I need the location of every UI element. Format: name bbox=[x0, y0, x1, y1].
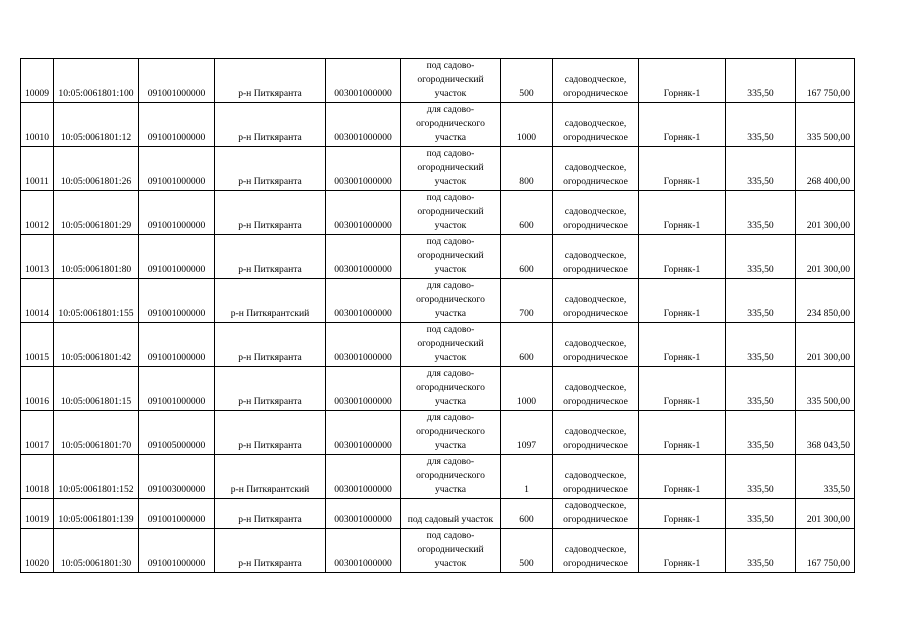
cell-permitted-use: под садово-огороднический участок bbox=[401, 191, 501, 235]
cell-area: 1 bbox=[501, 455, 553, 499]
table-row bbox=[21, 323, 855, 367]
cell-use-type: садоводческое, огородническое bbox=[553, 323, 639, 367]
cell-cadastral-number: 10:05:0061801:15 bbox=[54, 367, 139, 411]
cell-cadastral-number: 10:05:0061801:139 bbox=[54, 499, 139, 529]
cell-permitted-use: для садово-огороднического участка bbox=[401, 411, 501, 455]
cell-specific-value: 335,50 bbox=[726, 499, 796, 529]
cell-cadastral-cost: 201 300,00 bbox=[796, 499, 855, 529]
cell-district: р-н Питкяранта bbox=[215, 147, 326, 191]
cell-cadastral-cost: 335,50 bbox=[796, 455, 855, 499]
cell-permitted-use: под садово-огороднический участок bbox=[401, 59, 501, 103]
cell-permitted-use: для садово-огороднического участка bbox=[401, 103, 501, 147]
cell-specific-value: 335,50 bbox=[726, 235, 796, 279]
cell-settlement: Горняк-1 bbox=[639, 279, 726, 323]
cell-category-code: 003001000000 bbox=[326, 191, 401, 235]
cell-use-type: садоводческое, огородническое bbox=[553, 367, 639, 411]
cell-category-code: 003001000000 bbox=[326, 59, 401, 103]
cell-number: 10014 bbox=[21, 279, 54, 323]
cell-area: 600 bbox=[501, 235, 553, 279]
cell-number: 10013 bbox=[21, 235, 54, 279]
cell-specific-value: 335,50 bbox=[726, 103, 796, 147]
cell-number: 10016 bbox=[21, 367, 54, 411]
cell-category-code: 003001000000 bbox=[326, 103, 401, 147]
cell-area: 600 bbox=[501, 191, 553, 235]
cell-settlement: Горняк-1 bbox=[639, 529, 726, 573]
cell-specific-value: 335,50 bbox=[726, 279, 796, 323]
cell-category-code: 003001000000 bbox=[326, 455, 401, 499]
cell-settlement: Горняк-1 bbox=[639, 411, 726, 455]
cell-number: 10017 bbox=[21, 411, 54, 455]
cell-settlement: Горняк-1 bbox=[639, 367, 726, 411]
cell-permitted-use: для садово-огороднического участка bbox=[401, 455, 501, 499]
cell-oktmo-code: 091001000000 bbox=[139, 235, 215, 279]
cell-use-type: садоводческое, огородническое bbox=[553, 147, 639, 191]
cell-cadastral-number: 10:05:0061801:155 bbox=[54, 279, 139, 323]
cell-district: р-н Питкяранта bbox=[215, 191, 326, 235]
cell-use-type: садоводческое, огородническое bbox=[553, 411, 639, 455]
cell-specific-value: 335,50 bbox=[726, 411, 796, 455]
cell-cadastral-number: 10:05:0061801:26 bbox=[54, 147, 139, 191]
cell-cadastral-cost: 368 043,50 bbox=[796, 411, 855, 455]
table-row bbox=[21, 499, 855, 529]
cell-oktmo-code: 091001000000 bbox=[139, 279, 215, 323]
cell-category-code: 003001000000 bbox=[326, 499, 401, 529]
cell-area: 600 bbox=[501, 499, 553, 529]
cell-permitted-use: под садово-огороднический участок bbox=[401, 235, 501, 279]
cell-area: 700 bbox=[501, 279, 553, 323]
cell-number: 10020 bbox=[21, 529, 54, 573]
cell-category-code: 003001000000 bbox=[326, 323, 401, 367]
table-row bbox=[21, 279, 855, 323]
cell-oktmo-code: 091005000000 bbox=[139, 411, 215, 455]
cell-permitted-use: под садово-огороднический участок bbox=[401, 147, 501, 191]
cell-area: 1000 bbox=[501, 367, 553, 411]
cell-cadastral-number: 10:05:0061801:152 bbox=[54, 455, 139, 499]
table-row bbox=[21, 59, 855, 103]
cell-category-code: 003001000000 bbox=[326, 411, 401, 455]
cell-number: 10019 bbox=[21, 499, 54, 529]
cell-category-code: 003001000000 bbox=[326, 279, 401, 323]
cell-cadastral-cost: 201 300,00 bbox=[796, 191, 855, 235]
cell-district: р-н Питкяранта bbox=[215, 529, 326, 573]
cell-district: р-н Питкяранта bbox=[215, 411, 326, 455]
cell-number: 10009 bbox=[21, 59, 54, 103]
cell-oktmo-code: 091001000000 bbox=[139, 529, 215, 573]
cell-cadastral-number: 10:05:0061801:29 bbox=[54, 191, 139, 235]
cell-district: р-н Питкяранта bbox=[215, 367, 326, 411]
table-row bbox=[21, 147, 855, 191]
cell-oktmo-code: 091001000000 bbox=[139, 59, 215, 103]
cell-permitted-use: для садово-огороднического участка bbox=[401, 367, 501, 411]
cell-area: 1000 bbox=[501, 103, 553, 147]
table-row bbox=[21, 367, 855, 411]
table-body bbox=[21, 59, 855, 573]
cell-use-type: садоводческое, огородническое bbox=[553, 279, 639, 323]
cell-settlement: Горняк-1 bbox=[639, 59, 726, 103]
cell-settlement: Горняк-1 bbox=[639, 323, 726, 367]
table-row bbox=[21, 411, 855, 455]
cell-permitted-use: для садово-огороднического участка bbox=[401, 279, 501, 323]
table-row bbox=[21, 235, 855, 279]
cell-district: р-н Питкяранта bbox=[215, 323, 326, 367]
cell-permitted-use: под садово-огороднический участок bbox=[401, 323, 501, 367]
cell-area: 500 bbox=[501, 59, 553, 103]
cell-area: 1097 bbox=[501, 411, 553, 455]
table-row bbox=[21, 103, 855, 147]
cell-area: 800 bbox=[501, 147, 553, 191]
table-row bbox=[21, 455, 855, 499]
cell-cadastral-number: 10:05:0061801:80 bbox=[54, 235, 139, 279]
cell-specific-value: 335,50 bbox=[726, 59, 796, 103]
cell-settlement: Горняк-1 bbox=[639, 455, 726, 499]
cell-district: р-н Питкярантский bbox=[215, 455, 326, 499]
cell-cadastral-number: 10:05:0061801:42 bbox=[54, 323, 139, 367]
cell-oktmo-code: 091001000000 bbox=[139, 147, 215, 191]
table-row bbox=[21, 529, 855, 573]
cell-specific-value: 335,50 bbox=[726, 455, 796, 499]
cell-cadastral-cost: 335 500,00 bbox=[796, 367, 855, 411]
cell-cadastral-cost: 167 750,00 bbox=[796, 59, 855, 103]
cell-district: р-н Питкяранта bbox=[215, 103, 326, 147]
cell-district: р-н Питкяранта bbox=[215, 499, 326, 529]
cell-area: 600 bbox=[501, 323, 553, 367]
cell-specific-value: 335,50 bbox=[726, 367, 796, 411]
cell-settlement: Горняк-1 bbox=[639, 235, 726, 279]
cell-settlement: Горняк-1 bbox=[639, 499, 726, 529]
cell-cadastral-number: 10:05:0061801:30 bbox=[54, 529, 139, 573]
cell-district: р-н Питкяранта bbox=[215, 59, 326, 103]
cell-cadastral-cost: 335 500,00 bbox=[796, 103, 855, 147]
cell-number: 10018 bbox=[21, 455, 54, 499]
table-row bbox=[21, 191, 855, 235]
cell-cadastral-cost: 201 300,00 bbox=[796, 323, 855, 367]
cell-use-type: садоводческое, огородническое bbox=[553, 529, 639, 573]
cell-cadastral-number: 10:05:0061801:12 bbox=[54, 103, 139, 147]
cell-use-type: садоводческое, огородническое bbox=[553, 499, 639, 529]
cell-specific-value: 335,50 bbox=[726, 191, 796, 235]
land-plots-table bbox=[20, 58, 855, 573]
cell-specific-value: 335,50 bbox=[726, 147, 796, 191]
cell-category-code: 003001000000 bbox=[326, 235, 401, 279]
cell-number: 10011 bbox=[21, 147, 54, 191]
cell-settlement: Горняк-1 bbox=[639, 191, 726, 235]
cell-cadastral-number: 10:05:0061801:70 bbox=[54, 411, 139, 455]
cell-oktmo-code: 091003000000 bbox=[139, 455, 215, 499]
cell-cadastral-cost: 234 850,00 bbox=[796, 279, 855, 323]
cell-oktmo-code: 091001000000 bbox=[139, 191, 215, 235]
cell-category-code: 003001000000 bbox=[326, 529, 401, 573]
cell-cadastral-cost: 201 300,00 bbox=[796, 235, 855, 279]
cell-use-type: садоводческое, огородническое bbox=[553, 191, 639, 235]
cell-cadastral-cost: 167 750,00 bbox=[796, 529, 855, 573]
cell-oktmo-code: 091001000000 bbox=[139, 103, 215, 147]
cell-use-type: садоводческое, огородническое bbox=[553, 455, 639, 499]
cell-oktmo-code: 091001000000 bbox=[139, 323, 215, 367]
cell-number: 10015 bbox=[21, 323, 54, 367]
cell-settlement: Горняк-1 bbox=[639, 147, 726, 191]
cell-use-type: садоводческое, огородническое bbox=[553, 59, 639, 103]
cell-number: 10012 bbox=[21, 191, 54, 235]
cell-settlement: Горняк-1 bbox=[639, 103, 726, 147]
cell-cadastral-number: 10:05:0061801:100 bbox=[54, 59, 139, 103]
cell-cadastral-cost: 268 400,00 bbox=[796, 147, 855, 191]
cell-specific-value: 335,50 bbox=[726, 529, 796, 573]
cell-oktmo-code: 091001000000 bbox=[139, 499, 215, 529]
cell-specific-value: 335,50 bbox=[726, 323, 796, 367]
cell-use-type: садоводческое, огородническое bbox=[553, 103, 639, 147]
cell-district: р-н Питкярантский bbox=[215, 279, 326, 323]
cell-number: 10010 bbox=[21, 103, 54, 147]
cell-category-code: 003001000000 bbox=[326, 367, 401, 411]
cell-permitted-use: под садовый участок bbox=[401, 499, 501, 529]
cell-oktmo-code: 091001000000 bbox=[139, 367, 215, 411]
cell-permitted-use: под садово-огороднический участок bbox=[401, 529, 501, 573]
cell-area: 500 bbox=[501, 529, 553, 573]
cell-category-code: 003001000000 bbox=[326, 147, 401, 191]
cell-use-type: садоводческое, огородническое bbox=[553, 235, 639, 279]
cell-district: р-н Питкяранта bbox=[215, 235, 326, 279]
